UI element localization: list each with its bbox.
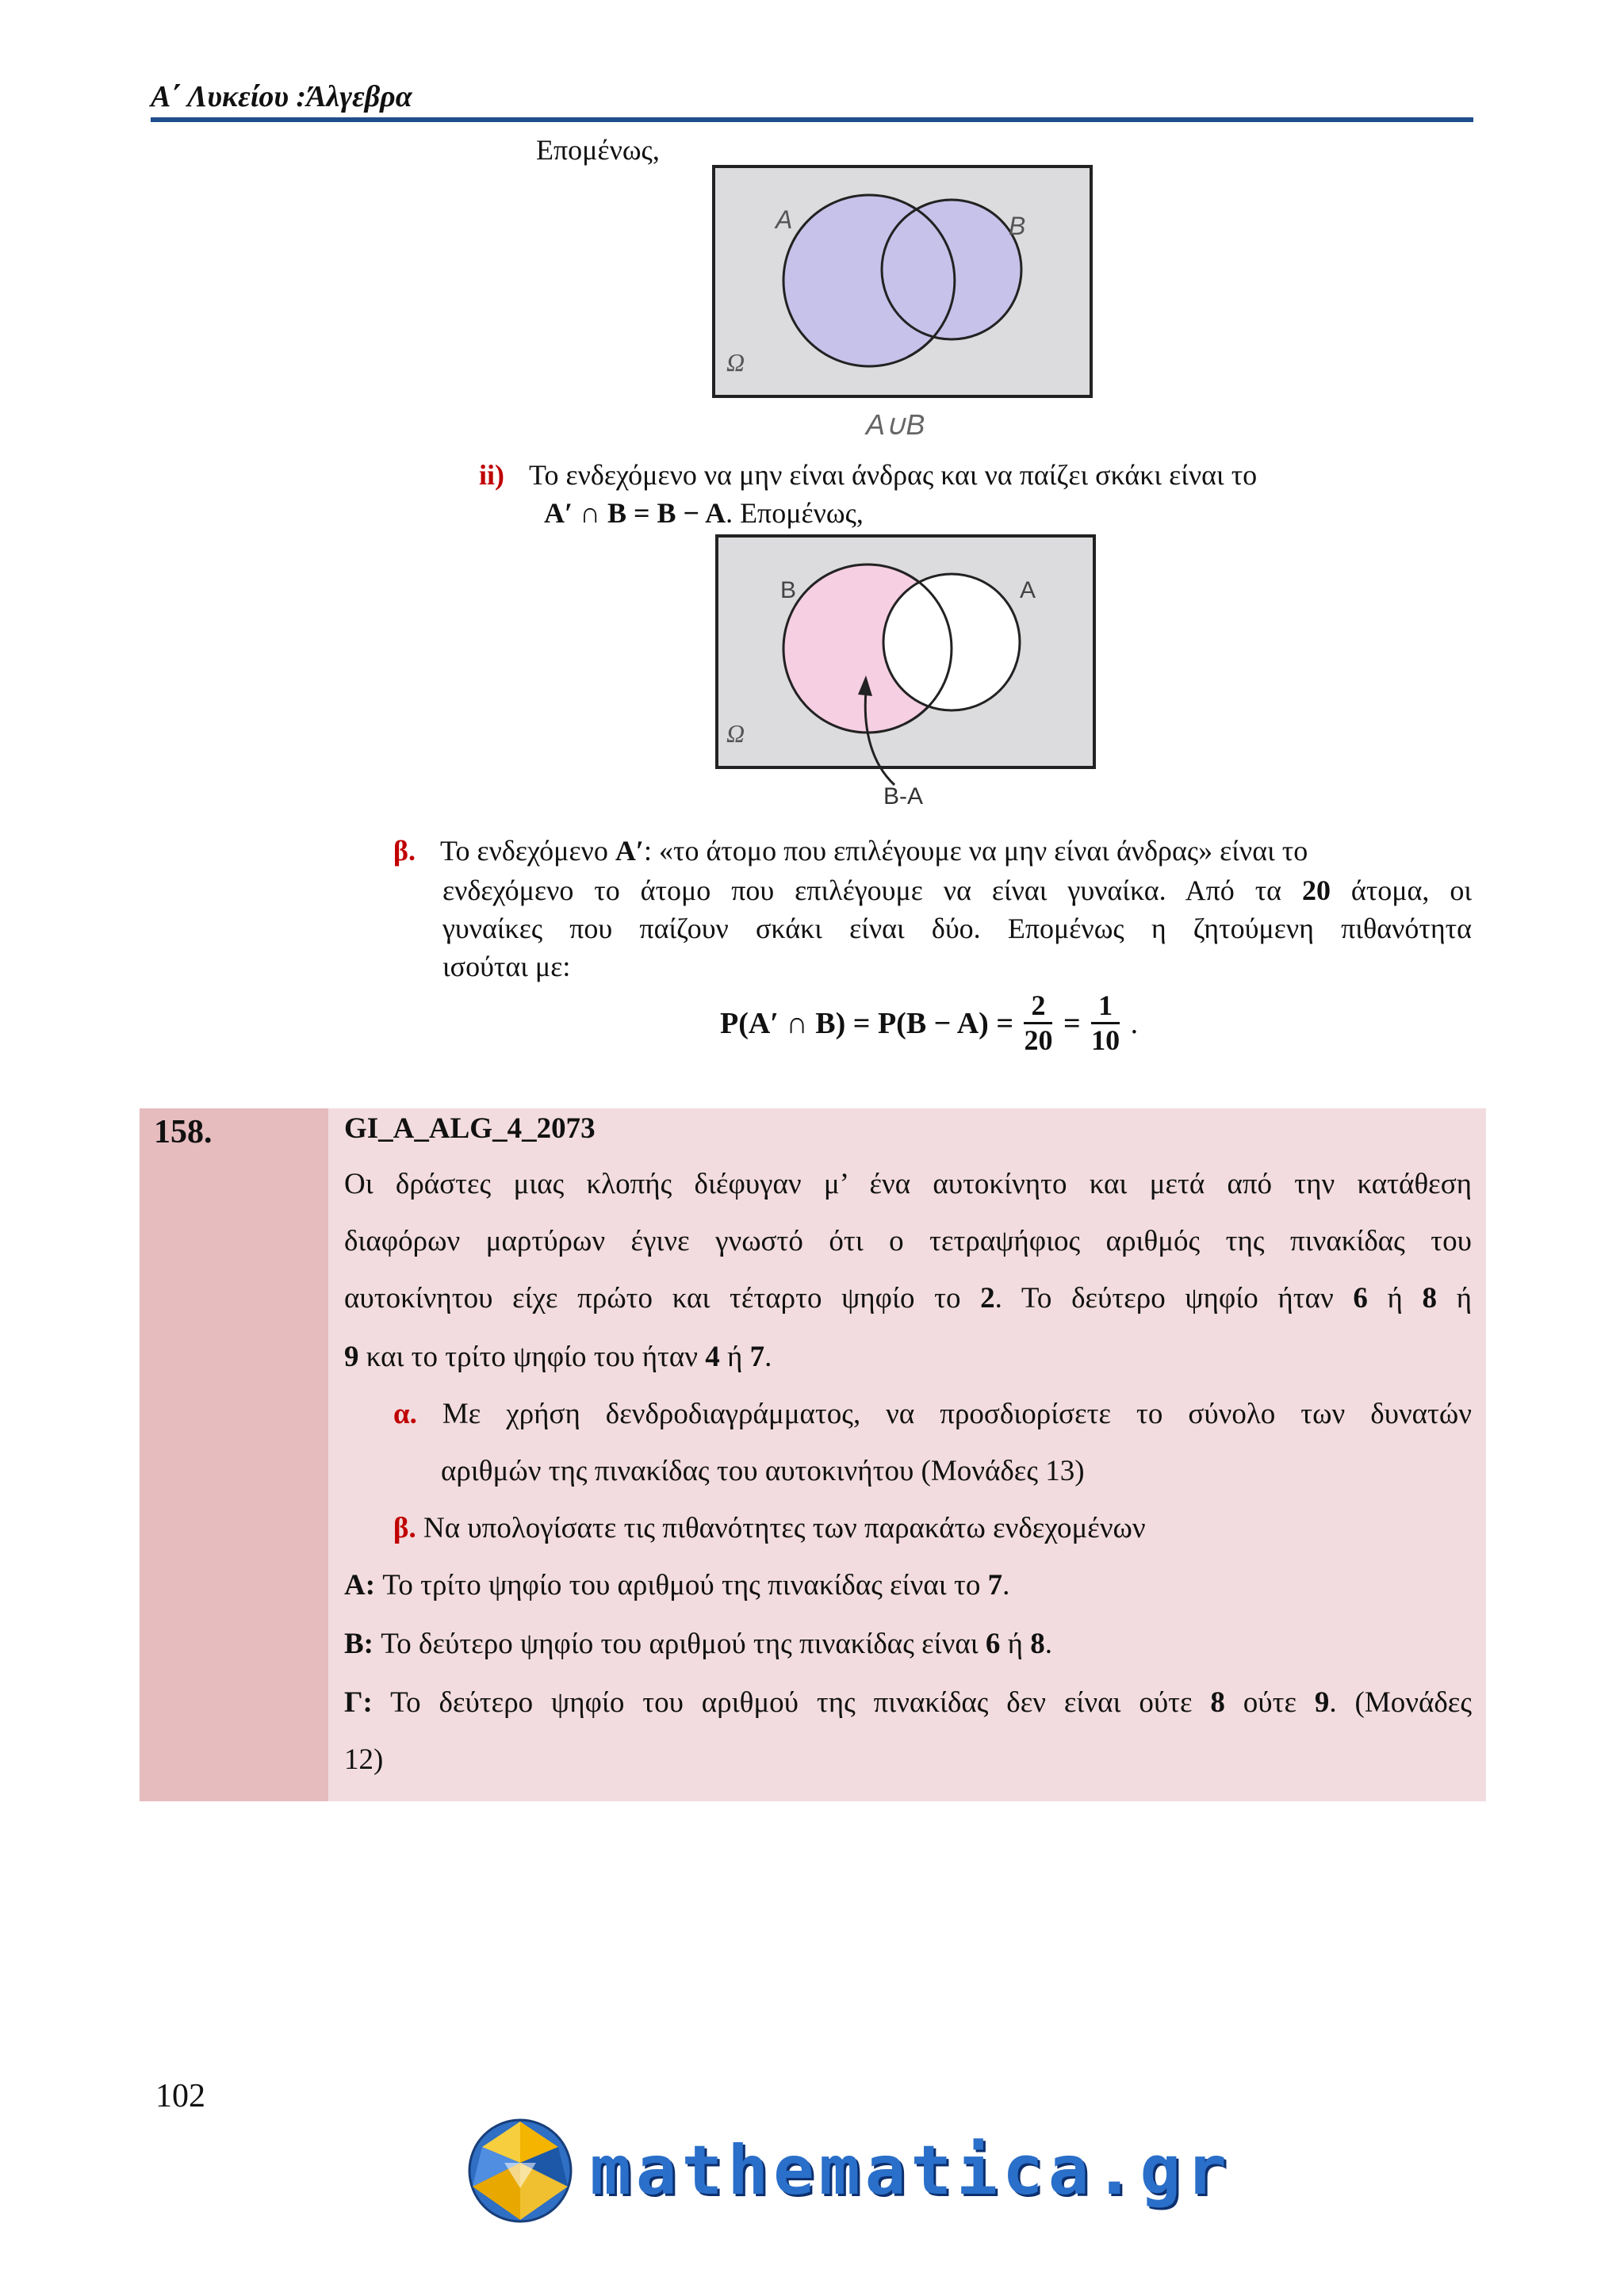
problem-number: 158. [154, 1114, 213, 1150]
problem-text: και το τρίτο ψηφίο του ήταν [366, 1341, 699, 1373]
beta-text: Το ενδεχόμενο [439, 835, 608, 867]
mathematica-logo-text: mathematica.gr [590, 2131, 1231, 2210]
problem-line1: Οι δράστες μιας κλοπής διέφυγαν μ’ ένα αυτοκίνητο και μετά από την κατάθεση [344, 1168, 1472, 1200]
page-number: 102 [155, 2078, 205, 2114]
problem-text: . [764, 1341, 772, 1373]
polyhedron-logo-icon [465, 2115, 576, 2226]
beta-text: Να υπολογίσατε τις πιθανότητες των παρακάτω ενδεχομένων [423, 1512, 1146, 1544]
intro-text: Επομένως, [536, 134, 660, 166]
event-label: Γ: [344, 1686, 373, 1719]
beta-text: : «το άτομο που επιλέγουμε να μην είναι άνδρας» είναι το [643, 835, 1308, 867]
label-a: A [1020, 577, 1036, 603]
label-omega: Ω [726, 719, 745, 748]
event-a [344, 1568, 1472, 1603]
event-text: Το δεύτερο ψηφίο του αριθμού της πινακίδας δεν είναι ούτε [390, 1686, 1193, 1719]
digit: 8 [1210, 1686, 1225, 1719]
event-b [344, 1627, 1472, 1662]
digit: 7 [987, 1569, 1003, 1601]
formula-lhs: P(A′ ∩ B) = P(B − A) = [720, 1006, 1013, 1040]
part-beta-line1 [393, 832, 1472, 870]
part-beta-line4: ισούται με: [442, 951, 571, 982]
part-beta-line2 [442, 872, 1472, 909]
label-b: B [1009, 212, 1026, 240]
event-text: ούτε [1243, 1686, 1297, 1719]
problem-text: αυτοκίνητου είχε πρώτο και τέταρτο ψηφίο το [344, 1282, 961, 1314]
label-omega: Ω [726, 348, 745, 377]
period: . [1130, 1006, 1139, 1040]
digit: 9 [1314, 1686, 1330, 1719]
caption-union: A∪B [866, 408, 925, 441]
digit: 2 [980, 1282, 995, 1314]
problem-text: . Το δεύτερο ψηφίο ήταν [994, 1282, 1334, 1314]
event-text: Το τρίτο ψηφίο του αριθμού της πινακίδας είναι το [382, 1569, 981, 1601]
digit: 8 [1030, 1628, 1045, 1660]
header-rule [151, 117, 1473, 122]
set-b-circle [882, 200, 1021, 339]
beta-number: 20 [1301, 874, 1331, 906]
problem-line3 [344, 1281, 1472, 1316]
label-b: B [780, 577, 797, 603]
digit: 4 [705, 1341, 720, 1373]
digit: 7 [749, 1341, 765, 1373]
part-ii-formula: A′ ∩ B = B − A [544, 497, 726, 529]
digit: 9 [344, 1341, 359, 1373]
digit: 8 [1422, 1282, 1438, 1314]
fraction-1-10 [1091, 989, 1120, 1058]
venn-diagram-difference [714, 533, 1097, 818]
event-label: B: [344, 1628, 373, 1660]
problem-box [140, 1108, 1486, 1801]
beta-text: άτομα, οι [1350, 874, 1473, 906]
event-text: . [1002, 1569, 1010, 1601]
alpha-text: Με χρήση δενδροδιαγράμματος, να προσδιορίσετε το σύνολο των δυνατών [442, 1398, 1473, 1430]
event-text: . [1044, 1628, 1053, 1660]
event-label: A: [344, 1569, 376, 1601]
digit: 6 [1353, 1282, 1368, 1314]
problem-line4 [344, 1340, 1472, 1375]
problem-text: ή [727, 1341, 743, 1373]
digit: 6 [985, 1628, 1001, 1660]
caption-difference: B-A [883, 783, 924, 809]
frac-numerator: 2 [1024, 989, 1052, 1024]
probability-formula [720, 989, 1138, 1058]
part-ii-text: Το ενδεχόμενο να μην είναι άνδρας και να παίζει σκάκι είναι το [529, 459, 1258, 491]
part-ii-tail: . Επομένως, [726, 497, 864, 529]
part-ii-marker: ii) [479, 459, 504, 491]
event-g-line2: 12) [344, 1743, 384, 1776]
venn-diagram-union [710, 163, 1097, 449]
event-text: Το δεύτερο ψηφίο του αριθμού της πινακίδας είναι [381, 1628, 979, 1660]
problem-text: ή [1456, 1282, 1473, 1314]
problem-number-column [140, 1108, 328, 1801]
alpha-marker: α. [393, 1398, 417, 1430]
part-beta-marker: β. [393, 835, 416, 867]
beta-text: ενδεχόμενο το άτομο που επιλέγουμε να είναι γυναίκα. Από τα [442, 874, 1282, 906]
problem-text: ή [1387, 1282, 1403, 1314]
event-text: . (Μονάδες [1329, 1686, 1472, 1719]
problem-code: GI_A_ALG_4_2073 [344, 1112, 596, 1145]
event-g [344, 1686, 1472, 1720]
problem-line2: διαφόρων μαρτύρων έγινε γνωστό ότι ο τετραψήφιος αριθμός της πινακίδας του [344, 1225, 1472, 1257]
part-ii-line1 [479, 457, 1257, 494]
frac-denominator: 20 [1024, 1024, 1053, 1057]
part-beta-line3: γυναίκες που παίζουν σκάκι είναι δύο. Επομένως η ζητούμενη πιθανότητα [442, 913, 1472, 944]
alpha-line1 [393, 1397, 1472, 1432]
equals-sign: = [1063, 1006, 1081, 1040]
running-header: Α΄ Λυκείου :Άλγεβρα [151, 80, 412, 113]
beta-symbol: A′ [615, 835, 644, 867]
beta-line [393, 1511, 1472, 1546]
alpha-line2: αριθμών της πινακίδας του αυτοκινήτου (Μονάδες 13) [441, 1455, 1085, 1487]
fraction-2-20 [1024, 989, 1052, 1058]
part-ii-line2 [544, 495, 864, 532]
label-a: A [776, 205, 793, 234]
beta-marker: β. [393, 1512, 416, 1544]
event-text: ή [1007, 1628, 1024, 1660]
frac-denominator: 10 [1091, 1024, 1120, 1057]
frac-numerator: 1 [1091, 989, 1120, 1024]
